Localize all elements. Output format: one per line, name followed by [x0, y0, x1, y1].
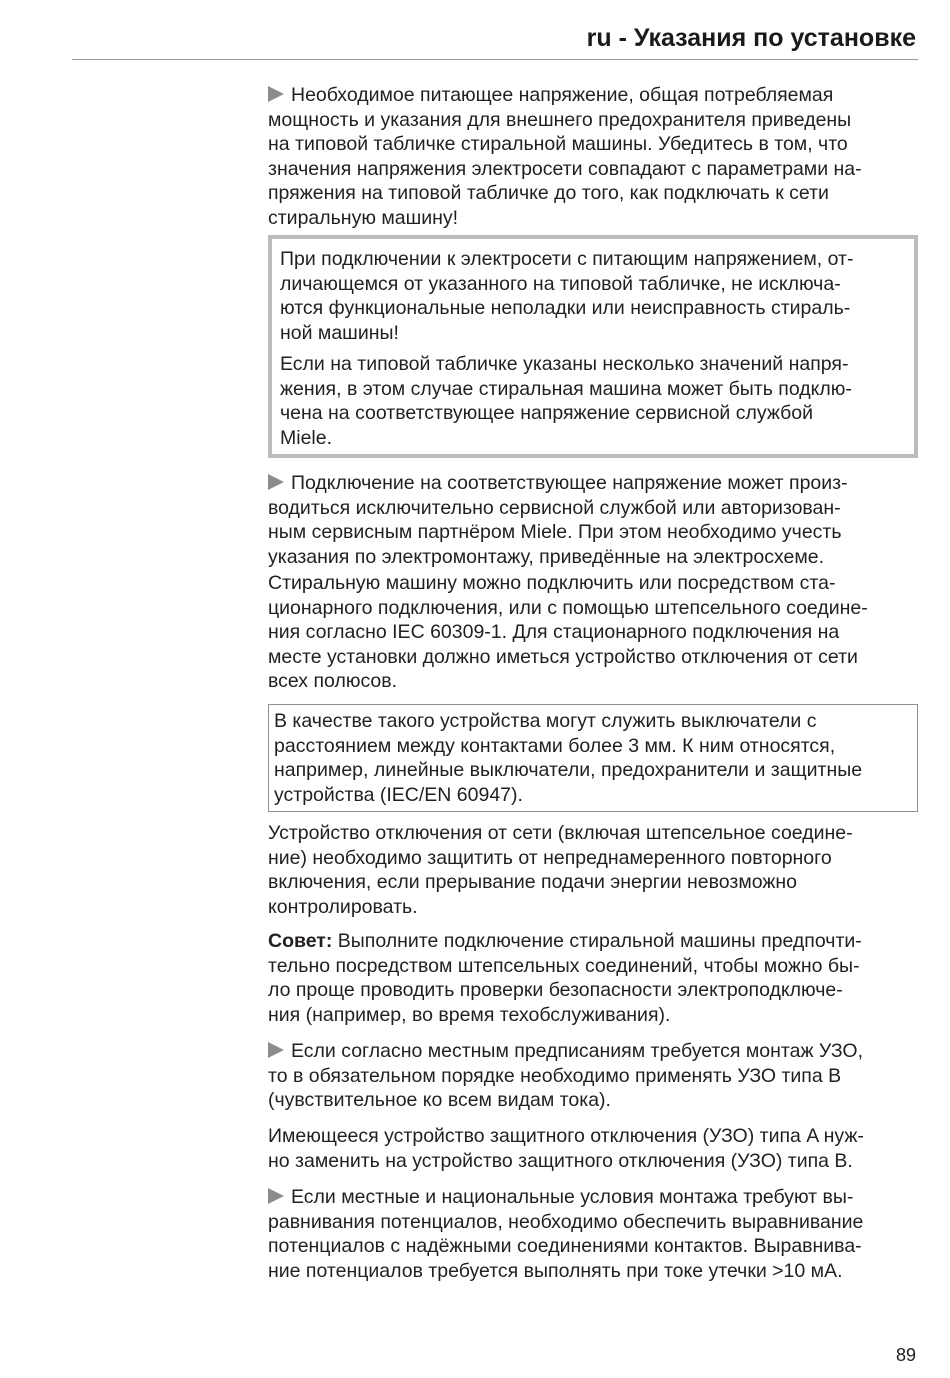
text-line: месте установки должно иметься устройство отключения от сети	[268, 645, 858, 668]
text-line: В качестве такого устройства могут служить выключатели с	[274, 710, 817, 732]
triangle-bullet-icon	[268, 474, 284, 490]
text-line: жения, в этом случае стиральная машина может быть подклю-	[280, 377, 852, 400]
header-rule	[72, 59, 918, 60]
text-line-content: Необходимое питающее напряжение, общая потребляемая	[291, 84, 834, 106]
paragraph-voltage-requirements	[268, 83, 918, 230]
text-line	[268, 1185, 918, 1210]
paragraph-disconnect-protection	[268, 821, 918, 919]
warning-paragraph	[280, 352, 908, 450]
triangle-bullet-icon	[268, 1042, 284, 1058]
text-line: потенциалов с надёжными соединениями контактов. Выравнива-	[268, 1235, 862, 1257]
paragraph-connection-options	[268, 571, 918, 694]
page-number: 89	[895, 1345, 916, 1365]
text-line: При подключении к электросети с питающим напряжением, от-	[280, 248, 854, 270]
paragraph-rcd-replacement	[268, 1124, 918, 1173]
paragraph-rcd-requirement	[268, 1039, 918, 1113]
text-line: например, линейные выключатели, предохранители и защитные	[274, 759, 863, 781]
text-line: ния согласно IEC 60309-1. Для стационарного подключения на	[268, 621, 840, 643]
text-line: но заменить на устройство защитного отключения (УЗО) типа B.	[268, 1149, 853, 1172]
text-line: ние потенциалов требуется выполнять при токе утечки >10 мА.	[268, 1259, 843, 1282]
text-line	[268, 1039, 918, 1064]
text-line: включения, если прерывание подачи энергии невозможно	[268, 871, 798, 893]
text-line: ния (например, во время техобслуживания).	[268, 1003, 671, 1026]
warning-paragraph	[280, 247, 908, 345]
text-line: пряжения на типовой табличке до того, как подключать к сети	[268, 182, 829, 204]
page-header-title: ru - Указания по установке	[586, 24, 916, 52]
paragraph-tip	[268, 929, 918, 1027]
warning-box	[268, 235, 918, 458]
text-line-content: Выполните подключение стиральной машины предпочти-	[332, 930, 862, 952]
text-line: личающемся от указанного на типовой табличке, не исключа-	[280, 272, 841, 295]
text-line: водиться исключительно сервисной службой или авторизован-	[268, 496, 841, 519]
text-line: устройства (IEC/EN 60947).	[274, 783, 523, 806]
text-line: равнивания потенциалов, необходимо обеспечить выравнивание	[268, 1210, 864, 1233]
text-line-content: Если местные и национальные условия монтажа требуют вы-	[291, 1186, 854, 1208]
text-line: Стиральную машину можно подключить или посредством ста-	[268, 572, 836, 594]
text-line-content: Если согласно местным предписаниям требуется монтаж УЗО,	[291, 1040, 864, 1062]
text-line: контролировать.	[268, 895, 418, 918]
text-line: указания по электромонтажу, приведённые на электросхеме.	[268, 545, 825, 568]
text-line: мощность и указания для внешнего предохранителя приведены	[268, 108, 852, 131]
text-line: Имеющееся устройство защитного отключения (УЗО) типа A нуж-	[268, 1125, 864, 1147]
text-line: ным сервисным партнёром Miele. При этом необходимо учесть	[268, 521, 842, 543]
text-line: на типовой табличке стиральной машины. Убедитесь в том, что	[268, 133, 848, 155]
text-line	[268, 471, 918, 496]
text-line: Miele.	[280, 426, 333, 449]
text-line	[268, 929, 918, 954]
text-line: тельно посредством штепсельных соединений, чтобы можно бы-	[268, 954, 860, 977]
text-line: Устройство отключения от сети (включая штепсельное соедине-	[268, 822, 853, 844]
text-line: ной машины!	[280, 321, 399, 344]
triangle-bullet-icon	[268, 86, 284, 102]
text-line-content: Подключение на соответствующее напряжение может произ-	[291, 472, 848, 494]
paragraph-service-connection	[268, 471, 918, 569]
text-line: расстоянием между контактами более 3 мм. К ним относятся,	[274, 734, 836, 757]
text-line: (чувствительное ко всем видам тока).	[268, 1089, 611, 1111]
triangle-bullet-icon	[268, 1188, 284, 1204]
text-line: значения напряжения электросети совпадают с параметрами на-	[268, 157, 862, 180]
text-line: ло проще проводить проверки безопасности электроподключе-	[268, 979, 843, 1001]
paragraph-potential-equalization	[268, 1185, 918, 1283]
text-line: Если на типовой табличке указаны несколько значений напря-	[280, 353, 849, 375]
info-box	[268, 704, 918, 812]
text-line: чена на соответствующее напряжение сервисной службой	[280, 402, 814, 424]
text-line: ционарного подключения, или с помощью штепсельного соедине-	[268, 596, 868, 619]
text-line	[268, 83, 918, 108]
text-line: ются функциональные неполадки или неисправность стираль-	[280, 297, 851, 319]
text-line: ние) необходимо защитить от непреднамеренного повторного	[268, 846, 832, 869]
text-line: всех полюсов.	[268, 670, 398, 692]
tip-label: Совет:	[268, 930, 333, 952]
text-line: то в обязательном порядке необходимо применять УЗО типа B	[268, 1064, 842, 1087]
text-line: стиральную машину!	[268, 206, 459, 229]
